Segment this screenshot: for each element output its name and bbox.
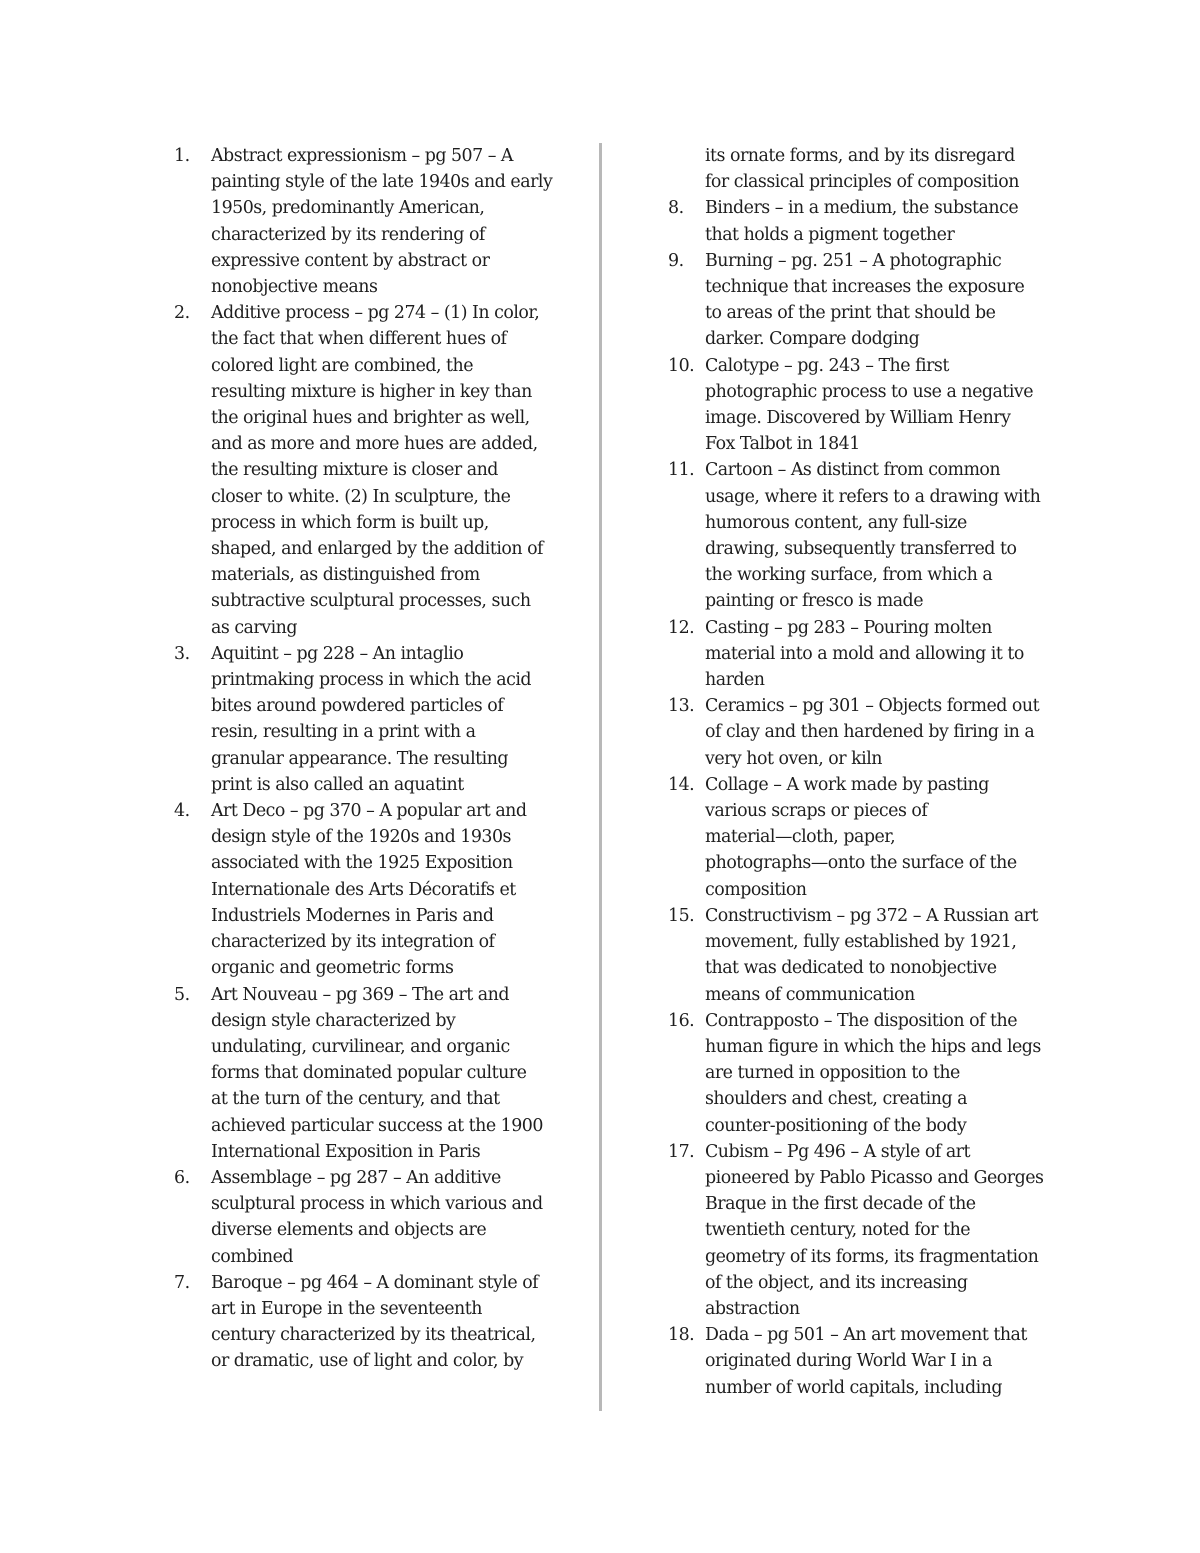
glossary-entry-additive-process: [174, 300, 569, 641]
entry-text: Baroque – pg 464 – A dominant style of art in Europe in the seventeenth century characterized by its theatrical, or dramatic, use of light and color, by: [211, 1272, 539, 1372]
entry-number: 17.: [668, 1141, 695, 1162]
entry-text: Ceramics – pg 301 – Objects formed out of clay and then hardened by firing in a very hot oven, or kiln: [705, 696, 1040, 769]
entry-text: Abstract expressionism – pg 507 – A painting style of the late 1940s and early 1950s, predominantly American, characterized by its rendering of expressive content by abstract or nonobjective means: [211, 146, 553, 298]
entry-text: Aquitint – pg 228 – An intaglio printmaking process in which the acid bites around powdered particles of resin, resulting in a print with a granular appearance. The resulting print is also called an aquatint: [211, 643, 532, 795]
entry-number: 12.: [668, 617, 695, 638]
entry-number: 14.: [668, 774, 695, 795]
entry-number: 9.: [668, 250, 684, 271]
entry-number: 18.: [668, 1325, 695, 1346]
entry-number: 7.: [174, 1272, 190, 1293]
glossary-entry-baroque-continuation: its ornate forms, and by its disregard for classical principles of composition: [705, 146, 1019, 193]
entry-text: Calotype – pg. 243 – The first photographic process to use a negative image. Discovered by William Henry Fox Talbot in 1841: [705, 355, 1034, 455]
glossary-entry-abstract-expressionism: [174, 143, 569, 300]
right-column: [668, 143, 1063, 1401]
glossary-entry-dada: [668, 1322, 1063, 1401]
entry-number: 1.: [174, 146, 190, 166]
glossary-entry-contrapposto: [668, 1008, 1063, 1139]
entry-text: Constructivism – pg 372 – A Russian art movement, fully established by 1921, that was dedicated to nonobjective means of communication: [705, 905, 1039, 1005]
entry-text: Art Nouveau – pg 369 – The art and design style characterized by undulating, curvilinear, and organic forms that dominated popular culture at the turn of the century, and that achieved particular success at the 1900 International Exposition in Paris: [211, 984, 543, 1162]
glossary-entry-binders: [668, 195, 1063, 247]
entry-number: 2.: [174, 303, 190, 324]
left-column: [174, 143, 569, 1375]
glossary-entry-baroque: [174, 1270, 569, 1375]
entry-text: Collage – A work made by pasting various scraps or pieces of material—cloth, paper, photographs—onto the surface of the composition: [705, 774, 1017, 900]
glossary-entry-ceramics: [668, 693, 1063, 772]
entry-number: 8.: [668, 198, 684, 219]
entry-number: 6.: [174, 1167, 190, 1188]
glossary-entry-cartoon: [668, 457, 1063, 614]
entry-number: 4.: [174, 801, 190, 822]
glossary-entry-cubism: [668, 1139, 1063, 1322]
glossary-entry-art-nouveau: [174, 982, 569, 1165]
column-divider: [599, 143, 602, 1411]
glossary-entry-aquitint: [174, 641, 569, 798]
glossary-entry-constructivism: [668, 903, 1063, 1008]
glossary-entry-casting: [668, 615, 1063, 694]
entry-text: Burning – pg. 251 – A photographic technique that increases the exposure to areas of the print that should be darker. Compare dodging: [705, 250, 1025, 350]
entry-text: Cubism – Pg 496 – A style of art pioneered by Pablo Picasso and Georges Braque in the first decade of the twentieth century, noted for the geometry of its forms, its fragmentation of the object, and its increasing abstraction: [705, 1141, 1044, 1319]
entry-number: 3.: [174, 643, 190, 664]
glossary-entry-art-deco: [174, 798, 569, 981]
entry-text: Casting – pg 283 – Pouring molten material into a mold and allowing it to harden: [705, 617, 1024, 691]
glossary-entry-assemblage: [174, 1165, 569, 1270]
entry-text: Assemblage – pg 287 – An additive sculptural process in which various and diverse elements and objects are combined: [211, 1167, 543, 1267]
entry-text: Binders – in a medium, the substance that holds a pigment together: [705, 198, 1019, 245]
entry-text: Art Deco – pg 370 – A popular art and design style of the 1920s and 1930s associated with the 1925 Exposition Internationale des Arts Décoratifs et Industriels Modernes in Paris and characterized by its integration of organic and geometric forms: [211, 801, 527, 979]
entry-number: 16.: [668, 1010, 695, 1031]
glossary-entry-burning: [668, 248, 1063, 353]
entry-text: Additive process – pg 274 – (1) In color, the fact that when different hues of colored light are combined, the resulting mixture is higher in key than the original hues and brighter as well, and as more and more hues are added, the resulting mixture is closer and closer to white. (2) In sculpture, the process in which form is built up, shaped, and enlarged by the addition of materials, as distinguished from subtractive sculptural processes, such as carving: [211, 303, 543, 638]
entry-number: 13.: [668, 696, 695, 717]
glossary-entry-collage: [668, 772, 1063, 903]
entry-number: 11.: [668, 460, 695, 481]
entry-number: 5.: [174, 984, 190, 1005]
entry-number: 15.: [668, 905, 695, 926]
entry-number: 10.: [668, 355, 695, 376]
entry-text: Contrapposto – The disposition of the human figure in which the hips and legs are turned in opposition to the shoulders and chest, creating a counter-positioning of the body: [705, 1010, 1041, 1136]
entry-text: Cartoon – As distinct from common usage, where it refers to a drawing with humorous content, any full-size drawing, subsequently transferred to the working surface, from which a painting or fresco is made: [705, 460, 1041, 612]
entry-text: Dada – pg 501 – An art movement that originated during World War I in a number of world capitals, including: [705, 1325, 1027, 1398]
glossary-entry-calotype: [668, 353, 1063, 458]
